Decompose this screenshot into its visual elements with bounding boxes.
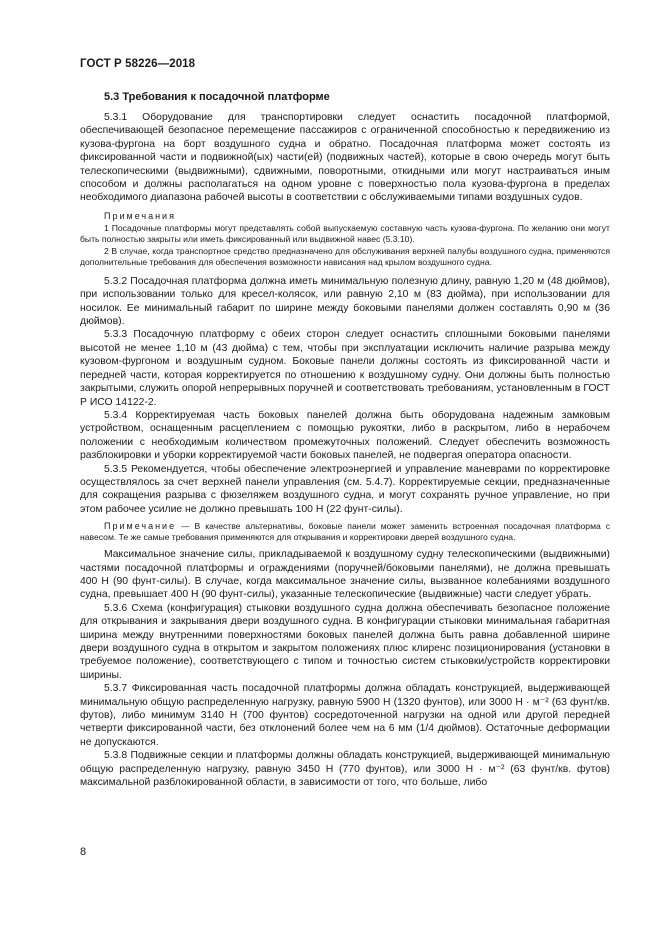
paragraph-5-3-2: 5.3.2 Посадочная платформа должна иметь минимальную полезную длину, равную 1,20 м (48 дюймов), при использовании только для кресел-колясок, или равную 2,10 м (83 дюйма), при использовании для носилок. Ее минимальный габарит по ширине между боковыми панелями должен составлять 0,90 м (36 дюймов).: [80, 275, 610, 328]
paragraph-5-3-6: 5.3.6 Схема (конфигурация) стыковки воздушного судна должна обеспечивать безопасное положение для открывания и закрывания двери воздушного судна. В конфигурации стыковки минимальная габаритная ширина между внутренними поверхностями боковых панелей должна быть равна добавленной ширине двери воздушного судна в открытом и закрытом положениях плюс клиренс позиционирования (установки в требуемое положение), соответствующего с типом и точностью систем стыковки/устройств корректировки ширины.: [80, 602, 610, 681]
note-inline: [80, 521, 610, 543]
notes-label: Примечания: [104, 210, 176, 221]
paragraph-5-3-5: 5.3.5 Рекомендуется, чтобы обеспечение электроэнергией и управление маневрами по корректировке осуществлялось за счет верхней панели управления (см. 5.4.7). Корректируемые секции, предназначенные для сокращения разрыва с фюзеляжем воздушного судна, и могут сохранять ручное управление, но при этом рабочее усилие не должно превышать 100 Н (22 фунт-силы).: [80, 463, 610, 515]
paragraph-max-force: Максимальное значение силы, прикладываемой к воздушному судну телескопическими (выдвижными) частями посадочной платформы и ограждениями (поручней/боковыми панелями), не должна превышать 400 Н (90 фунт-силы). В случае, когда максимальное значение силы, вызванное колебаниями воздушного судна, превышает 400 Н (90 фунт-силы), указанные телескопические (выдвижные) части следует убрать.: [80, 549, 610, 601]
page-number: 8: [80, 846, 87, 858]
paragraph-5-3-7: 5.3.7 Фиксированная часть посадочной платформы должна обладать конструкцией, выдерживающей минимальную общую распределенную нагрузку, равную 5900 Н (1320 фунтов), или 3000 Н · м⁻² (63 фунт/кв. футов), либо минимум 3140 Н (700 фунтов) сосредоточенной нагрузки на одной или другой передней четверти фиксированной части, без отклонений более чем на 6 мм (1/4 дюймов). Остаточные деформации не допускаются.: [80, 683, 610, 748]
note-inline-label: Примечание: [104, 521, 177, 532]
paragraph-5-3-4: 5.3.4 Корректируемая часть боковых панелей должна быть оборудована надежным замковым устройством, оснащенным расцеплением с помощью рукоятки, либо в раскрытом, либо в нерабочем положении с необходимым количеством промежуточных положений. Следует обеспечить возможность разблокировки и уборки корректируемой части боковых панелей, не подвергая оператора опасности.: [80, 409, 610, 462]
paragraph-5-3-3: 5.3.3 Посадочную платформу с обеих сторон следует оснастить сплошными боковыми панелями высотой не менее 1,10 м (43 дюйма) с тем, чтобы при эксплуатации исключить наличие разрыва между кузовом-фургоном и воздушным судном. Боковые панели должны состоять из фиксированной части и передней части, которая корректируется по отношению к воздушному судну. Они должны быть полностью закрытыми, служить опорой непрерывных поручней и соответствовать требованиям, установленным в ГОСТ Р ИСО 14122-2.: [80, 329, 610, 408]
note-inline-text: — В качестве альтернативы, боковые панели может заменить встроенная посадочная платформа с навесом. Те же самые требования применяются для открывания и корректировки дверей воздушного судна.: [80, 521, 610, 543]
document-body: [80, 90, 610, 789]
note-1: 1 Посадочные платформы могут представлять собой выпускаемую составную часть кузова-фургона. По желанию они могут быть полностью закрыты или иметь фиксированный или выдвижной навес (5.3.10).: [80, 222, 610, 244]
note-2: 2 В случае, когда транспортное средство предназначено для обслуживания верхней палубы воздушного судна, применяются дополнительные требования для обеспечения возможности нависания над крылом воздушного судна.: [80, 245, 610, 267]
paragraph-5-3-8: 5.3.8 Подвижные секции и платформы должны обладать конструкцией, выдерживающей минимальную общую распределенную нагрузку, равную 3450 Н (770 фунтов), или 3000 Н · м⁻² (63 фунт/кв. футов) максимальной разблокированной области, в зависимости от того, что больше, либо: [80, 750, 610, 789]
paragraph-5-3-1: 5.3.1 Оборудование для транспортировки следует оснастить посадочной платформой, обеспечивающей безопасное перемещение пассажиров с ограниченной способностью к передвижению из кузова-фургона на борт воздушного судна и обратно. Посадочная платформа может состоять из фиксированной части и подвижной(ых) части(ей) (подвижных частей), которые в свою очередь могут быть телескопическими (выдвижными), сдвижными, поворотными, откидными или могут настраиваться иным способом и должны располагаться на одном уровне с поверхностью пола кузова-фургона в пределах необходимого диапазона рабочей высоты в соответствии с обслуживаемыми типами воздушных судов.: [80, 112, 610, 204]
section-title: 5.3 Требования к посадочной платформе: [104, 91, 330, 103]
standard-header: ГОСТ Р 58226—2018: [80, 58, 196, 70]
